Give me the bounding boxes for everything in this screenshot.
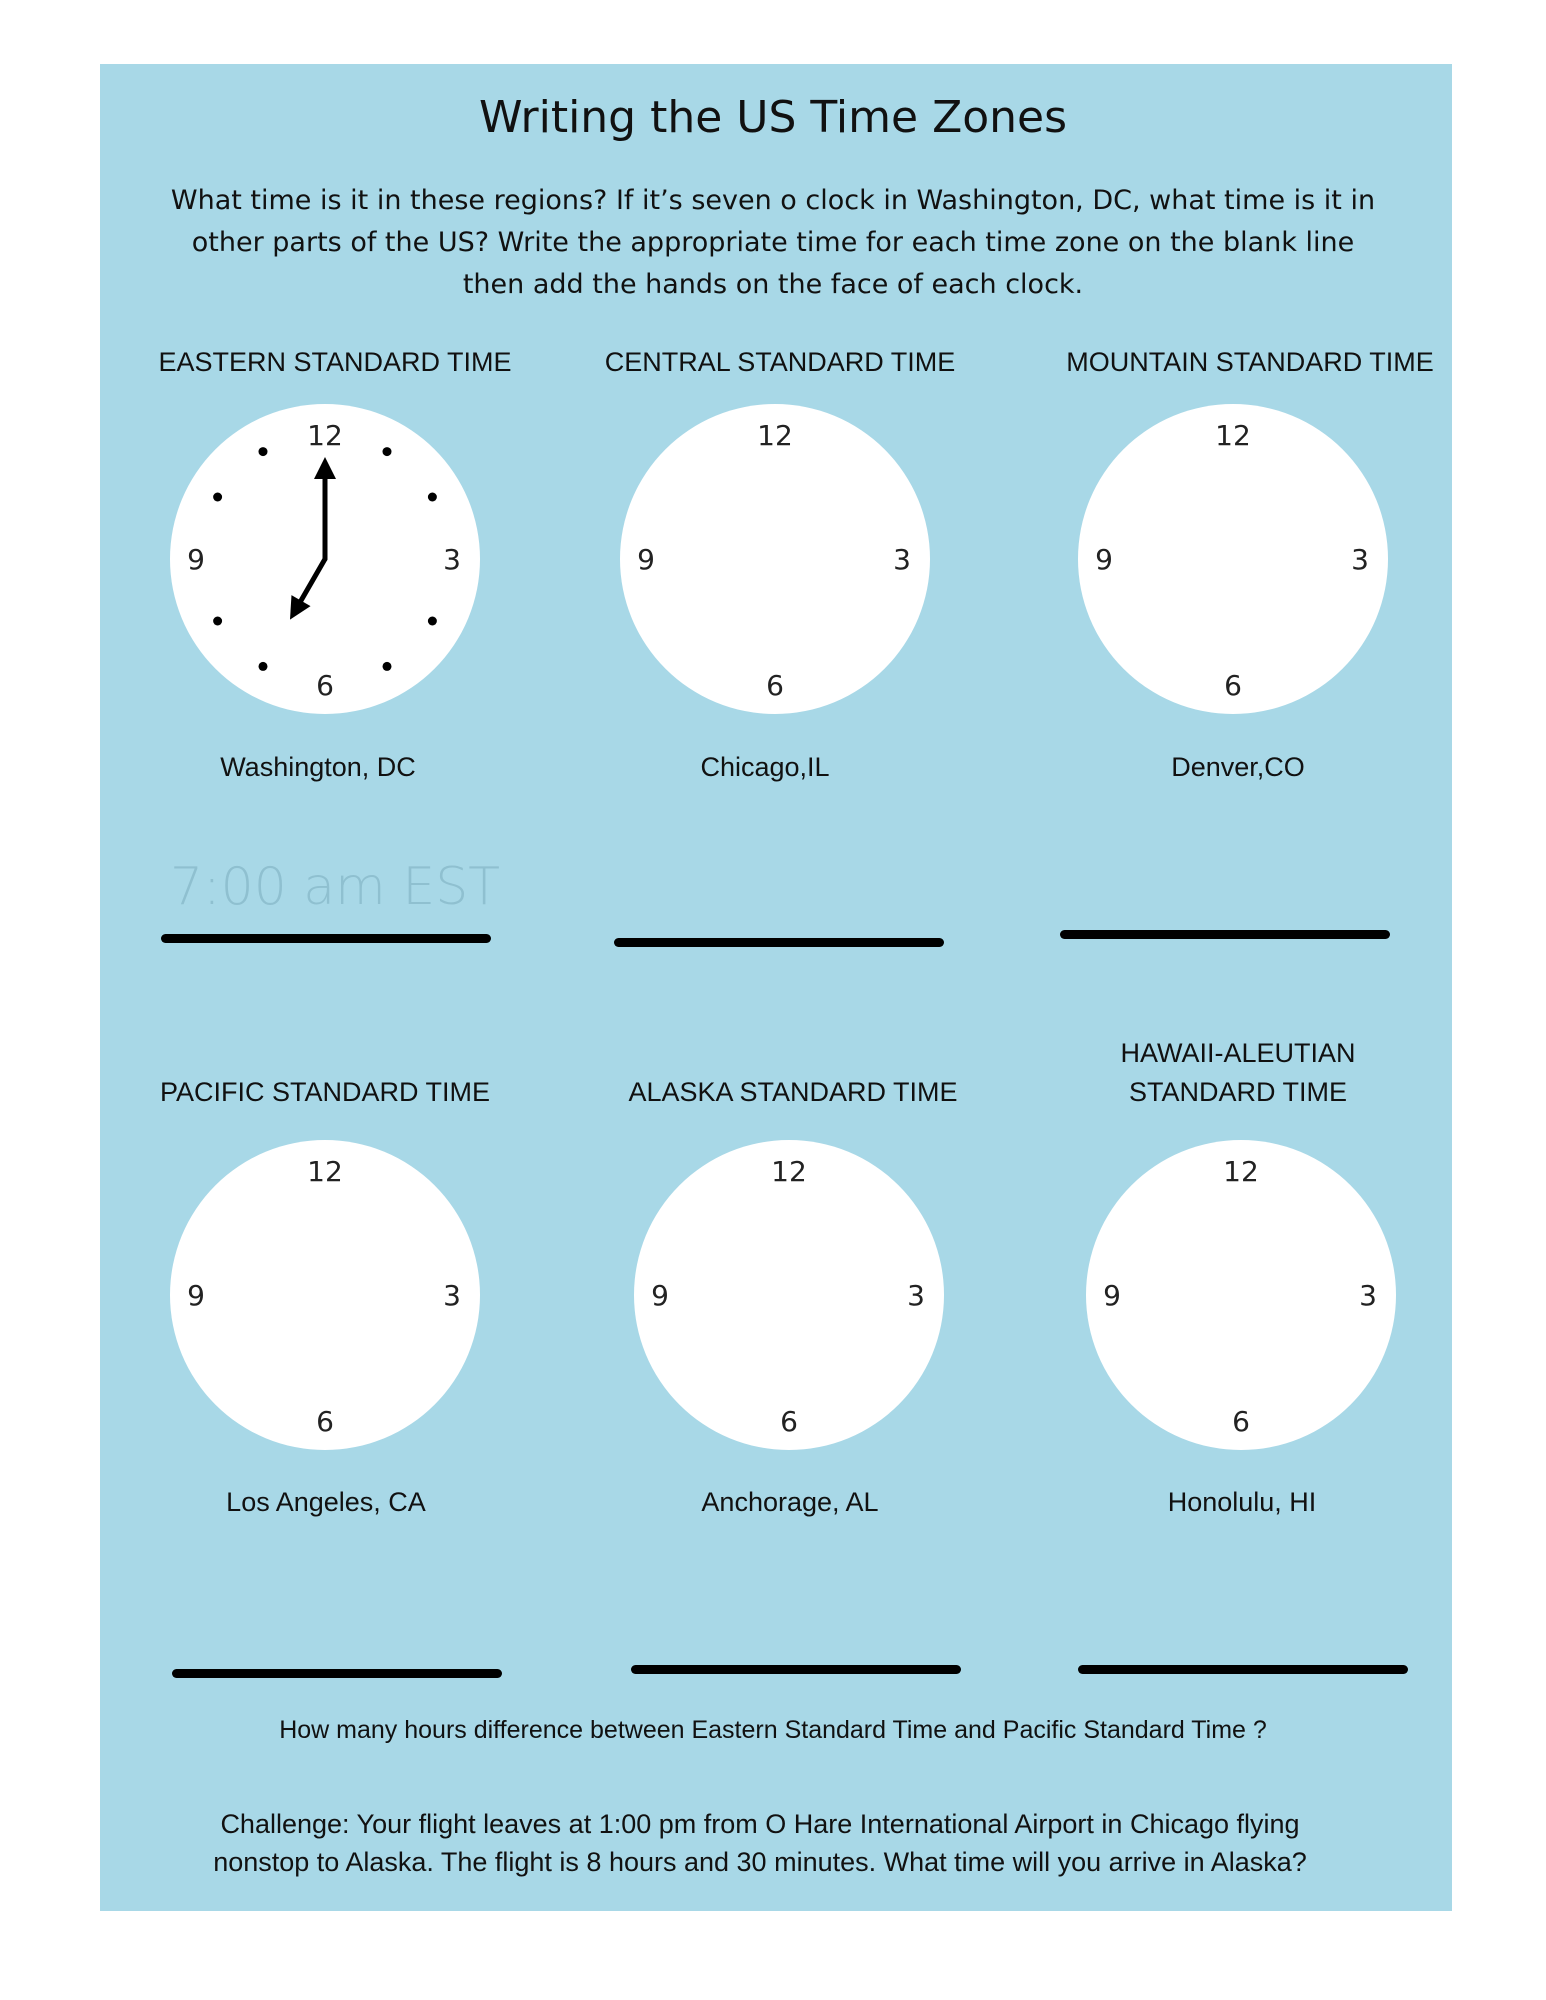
clock-numeral: 9 (1095, 543, 1113, 576)
clock-numeral: 6 (766, 669, 784, 702)
instructions-line: then add the hands on the face of each clock. (462, 269, 1084, 300)
worksheet-panel (100, 64, 1452, 1911)
hour-dot (383, 447, 392, 456)
answer-line-alaska[interactable] (631, 1665, 961, 1674)
clock-numeral: 3 (893, 543, 911, 576)
answer-line-central[interactable] (614, 938, 944, 947)
clock-numeral: 3 (443, 1279, 461, 1312)
clock-mountain[interactable] (1078, 404, 1388, 719)
zone-heading-central: CENTRAL STANDARD TIME (604, 347, 956, 377)
clock-numeral: 6 (1224, 669, 1242, 702)
hour-dot (428, 493, 437, 502)
answer-text-eastern: 7:00 am EST (170, 857, 500, 917)
zone-heading-eastern: EASTERN STANDARD TIME (158, 347, 512, 377)
instructions (130, 180, 1416, 306)
clock-numeral: 12 (1215, 419, 1251, 452)
clock-numeral: 6 (1232, 1405, 1250, 1438)
clock-face (170, 1140, 480, 1450)
clock-numeral: 9 (187, 1279, 205, 1312)
zone-heading-hawaii-aleutian: HAWAII-ALEUTIAN STANDARD TIME (1120, 1038, 1356, 1107)
answer-line-mountain[interactable] (1060, 930, 1390, 939)
zone-heading-pacific: PACIFIC STANDARD TIME (159, 1077, 491, 1107)
hour-dot (428, 617, 437, 626)
challenge-line: Challenge: Your flight leaves at 1:00 pm from O Hare International Airport in Chicago flying (220, 1809, 1300, 1839)
clock-numeral: 9 (1103, 1279, 1121, 1312)
challenge-question (140, 1805, 1380, 1881)
city-label: Denver,CO (1171, 752, 1305, 782)
clock-numeral: 9 (651, 1279, 669, 1312)
clock-pacific[interactable] (170, 1140, 480, 1455)
answer-line-pacific[interactable] (172, 1669, 502, 1678)
clock-numeral: 12 (307, 1155, 343, 1188)
clock-alaska[interactable] (634, 1140, 944, 1455)
clock-numeral: 3 (443, 543, 461, 576)
clock-face (170, 404, 480, 714)
hour-dot (259, 662, 268, 671)
clock-numeral: 12 (771, 1155, 807, 1188)
clock-numeral: 3 (1351, 543, 1369, 576)
clock-face (620, 404, 930, 714)
clock-numeral: 3 (1359, 1279, 1377, 1312)
clock-numeral: 6 (316, 1405, 334, 1438)
clock-numeral: 12 (307, 419, 343, 452)
instructions-line: other parts of the US? Write the appropriate time for each time zone on the blank line (191, 227, 1355, 258)
clock-numeral: 3 (907, 1279, 925, 1312)
hour-dot (383, 662, 392, 671)
city-label: Anchorage, AL (701, 1487, 879, 1517)
question-hours-difference: How many hours difference between Eastern Standard Time and Pacific Standard Time ? (279, 1716, 1267, 1744)
clock-face (634, 1140, 944, 1450)
clock-numeral: 12 (1223, 1155, 1259, 1188)
clock-numeral: 12 (757, 419, 793, 452)
clock-numeral: 9 (187, 543, 205, 576)
city-label: Washington, DC (220, 752, 416, 782)
city-label: Honolulu, HI (1167, 1487, 1317, 1517)
challenge-line: nonstop to Alaska. The flight is 8 hours and 30 minutes. What time will you arrive in Alaska? (213, 1847, 1307, 1877)
zone-heading-alaska: ALASKA STANDARD TIME (628, 1077, 958, 1107)
page-title: Writing the US Time Zones (478, 92, 1068, 143)
clock-face (1086, 1140, 1396, 1450)
clock-hawaii-aleutian[interactable] (1086, 1140, 1396, 1455)
answer-line-eastern[interactable] (161, 934, 491, 943)
clock-eastern (170, 404, 480, 719)
instructions-line: What time is it in these regions? If it’s seven o clock in Washington, DC, what time is it in (170, 185, 1376, 216)
clock-numeral: 6 (316, 669, 334, 702)
city-label: Los Angeles, CA (226, 1487, 426, 1517)
answer-line-hawaii-aleutian[interactable] (1078, 1665, 1408, 1674)
hour-dot (213, 617, 222, 626)
clock-central[interactable] (620, 404, 930, 719)
city-label: Chicago,IL (700, 752, 830, 782)
clock-numeral: 9 (637, 543, 655, 576)
zone-heading-mountain: MOUNTAIN STANDARD TIME (1066, 347, 1434, 377)
hour-dot (213, 493, 222, 502)
hour-dot (259, 447, 268, 456)
clock-face (1078, 404, 1388, 714)
clock-numeral: 6 (780, 1405, 798, 1438)
